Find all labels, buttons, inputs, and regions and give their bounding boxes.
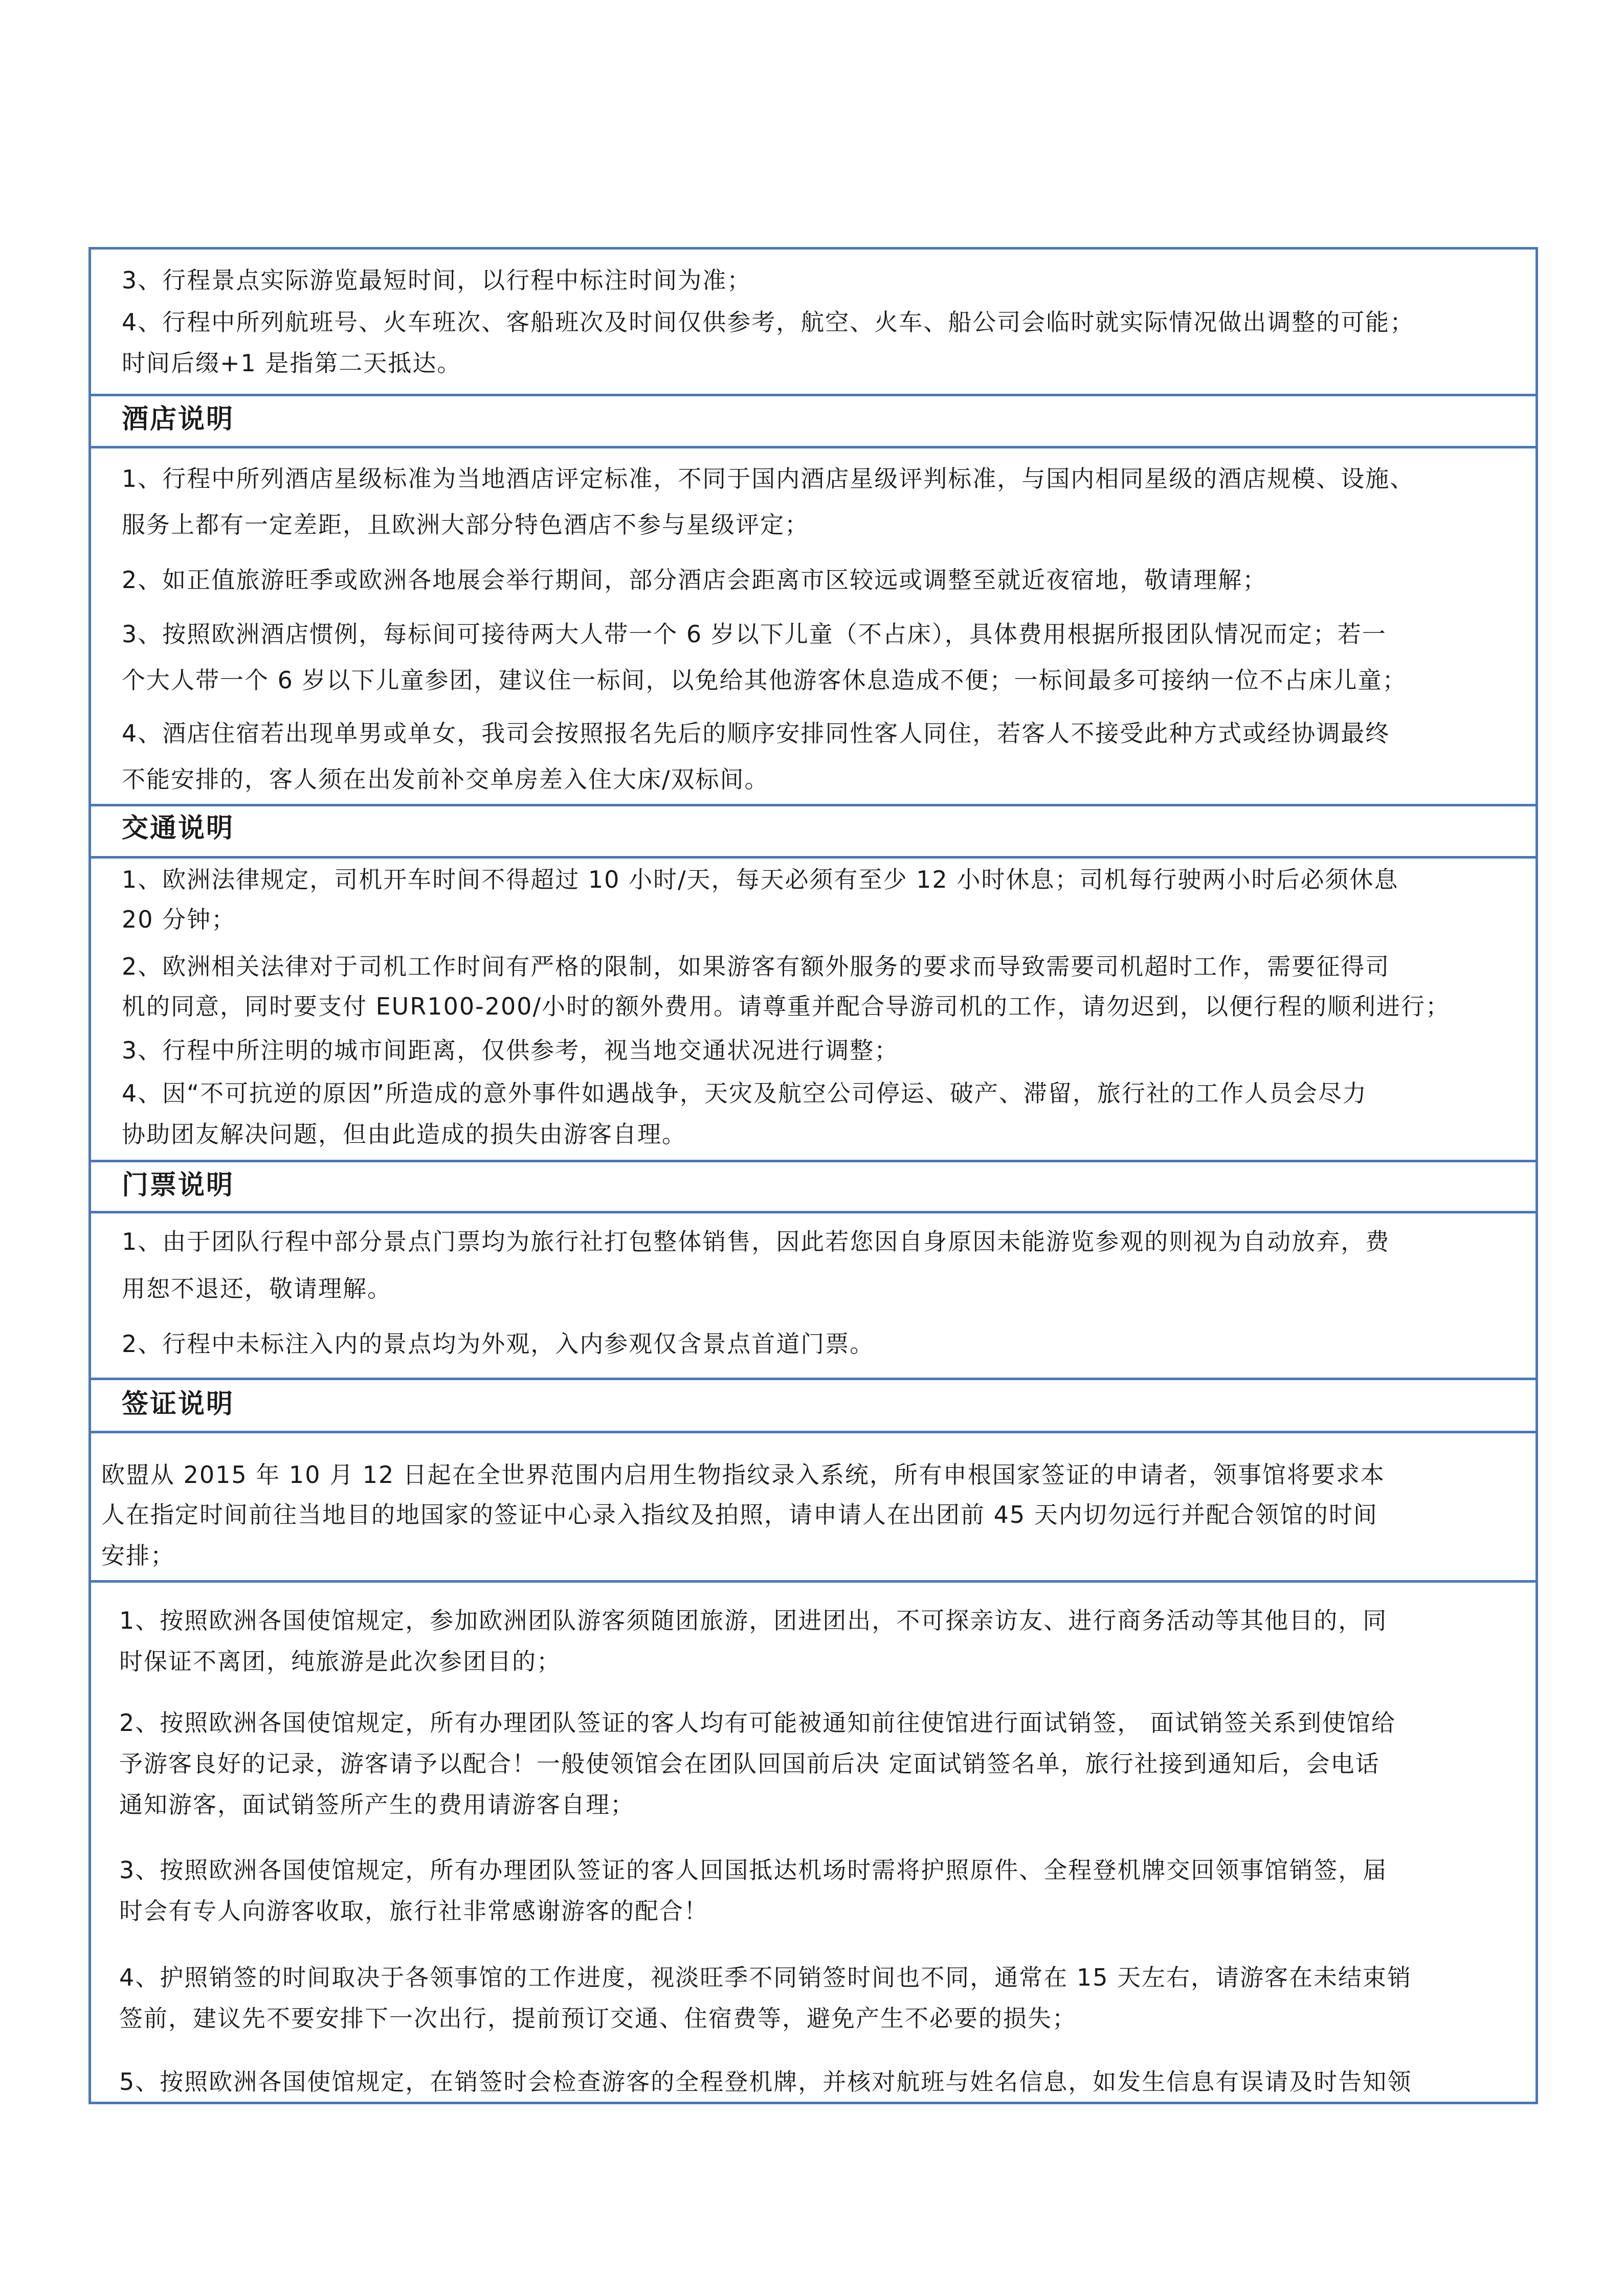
text-line: 2、如正值旅游旺季或欧洲各地展会举行期间，部分酒店会距离市区较远或调整至就近夜宿地，敬请理解； (122, 566, 1267, 594)
text-line: 不能安排的，客人须在出发前补交单房差入住大床/双标间。 (122, 766, 769, 793)
text-line: 时会有专人向游客收取，旅行社非常感谢游客的配合！ (119, 1897, 708, 1925)
text-line: 1、按照欧洲各国使馆规定，参加欧洲团队游客须随团旅游，团进团出，不可探亲访友、进行商务活动等其他目的，同 (119, 1607, 1388, 1634)
text-line: 服务上都有一定差距，且欧洲大部分特色酒店不参与星级评定； (122, 511, 809, 538)
text-line: 3、按照欧洲酒店惯例，每标间可接待两大人带一个 6 岁以下儿童（不占床），具体费用根据所报团队情况而定；若一 (122, 620, 1387, 648)
text-line: 4、因“不可抗逆的原因”所造成的意外事件如遇战争，天灾及航空公司停运、破产、滞留，旅行社的工作人员会尽力 (122, 1079, 1367, 1107)
text-line: 5、按照欧洲各国使馆规定，在销签时会检查游客的全程登机牌，并核对航班与姓名信息，如发生信息有误请及时告知领 (119, 2068, 1412, 2096)
section-title-ticket: 门票说明 (122, 1170, 235, 1201)
section-title-traffic: 交通说明 (122, 813, 235, 844)
text-line: 人在指定时间前往当地目的地国家的签证中心录入指纹及拍照，请申请人在出团前 45 天内切勿远行并配合领馆的时间 (101, 1501, 1378, 1528)
text-line: 安排； (101, 1542, 175, 1569)
text-line: 3、行程景点实际游览最短时间，以行程中标注时间为准； (122, 266, 752, 294)
text-line: 机的同意，同时要支付 EUR100-200/小时的额外费用。请尊重并配合导游司机的工作，请勿迟到，以便行程的顺利进行； (122, 993, 1451, 1020)
text-line: 1、由于团队行程中部分景点门票均为旅行社打包整体销售，因此若您因自身原因未能游览参观的则视为自动放弃，费 (122, 1228, 1390, 1255)
text-line: 4、护照销签的时间取决于各领事馆的工作进度，视淡旺季不同销签时间也不同，通常在 15 天左右，请游客在未结束销 (119, 1964, 1412, 1991)
text-line: 3、行程中所注明的城市间距离，仅供参考，视当地交通状况进行调整； (122, 1037, 899, 1064)
text-line: 20 分钟； (122, 906, 236, 933)
text-line: 欧盟从 2015 年 10 月 12 日起在全世界范围内启用生物指纹录入系统，所有申根国家签证的申请者，领事馆将要求本 (101, 1461, 1385, 1489)
text-line: 协助团友解决问题，但由此造成的损失由游客自理。 (122, 1120, 686, 1148)
section-title-hotel: 酒店说明 (122, 404, 235, 435)
text-line: 签前，建议先不要安排下一次出行，提前预订交通、住宿费等，避免产生不必要的损失； (119, 2005, 1077, 2032)
text-line: 予游客良好的记录，游客请予以配合！一般使领馆会在团队回国前后决 定面试销签名单，旅行社接到通知后，会电话 (119, 1750, 1380, 1777)
visa-frame (88, 1580, 1538, 2104)
text-line: 1、欧洲法律规定，司机开车时间不得超过 10 小时/天，每天必须有至少 12 小时休息；司机每行驶两小时后必须休息 (122, 866, 1399, 893)
text-line: 2、欧洲相关法律对于司机工作时间有严格的限制，如果游客有额外服务的要求而导致需要司机超时工作，需要征得司 (122, 953, 1390, 980)
text-line: 1、行程中所列酒店星级标准为当地酒店评定标准，不同于国内酒店星级评判标准，与国内相同星级的酒店规模、设施、 (122, 465, 1415, 492)
text-line: 2、行程中未标注入内的景点均为外观，入内参观仅含景点首道门票。 (122, 1330, 875, 1358)
text-line: 时间后缀+1 是指第二天抵达。 (122, 349, 462, 377)
text-line: 时保证不离团，纯旅游是此次参团目的； (119, 1648, 561, 1675)
text-line: 通知游客，面试销签所产生的费用请游客自理； (119, 1791, 635, 1818)
text-line: 4、酒店住宿若出现单男或单女，我司会按照报名先后的顺序安排同性客人同住，若客人不接受此种方式或经协调最终 (122, 719, 1390, 747)
text-line: 用恕不退还，敬请理解。 (122, 1275, 392, 1302)
section-title-visa: 签证说明 (122, 1389, 235, 1420)
text-line: 4、行程中所列航班号、火车班次、客船班次及时间仅供参考，航空、火车、船公司会临时就实际情况做出调整的可能； (122, 308, 1415, 336)
text-line: 3、按照欧洲各国使馆规定，所有办理团队签证的客人回国抵达机场时需将护照原件、全程登机牌交回领事馆销签，届 (119, 1856, 1388, 1884)
text-line: 2、按照欧洲各国使馆规定，所有办理团队签证的客人均有可能被通知前往使馆进行面试销签， 面试销签关系到使馆给 (119, 1709, 1396, 1737)
text-line: 个大人带一个 6 岁以下儿童参团，建议住一标间，以免给其他游客休息造成不便；一标间最多可接纳一位不占床儿童； (122, 666, 1407, 694)
